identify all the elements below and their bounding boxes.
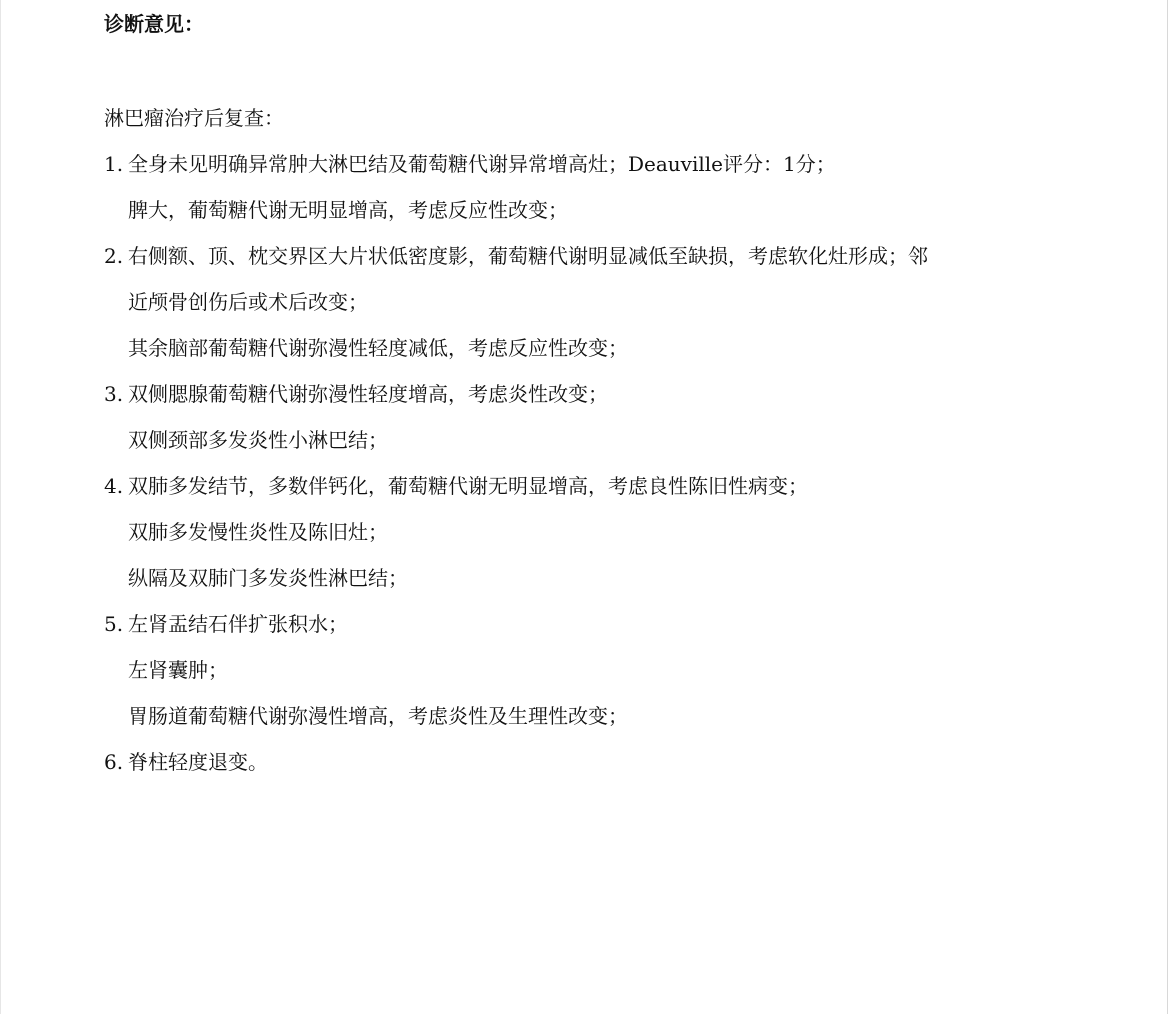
- page-right-border: [1167, 0, 1168, 1014]
- diagnosis-line-1: [104, 150, 836, 178]
- item-text: 纵隔及双肺门多发炎性淋巴结；: [128, 566, 408, 590]
- diagnosis-line-4: [128, 288, 368, 316]
- item-text: 近颅骨创伤后或术后改变；: [128, 290, 368, 314]
- diagnosis-line-5: [128, 334, 628, 362]
- page-left-border: [0, 0, 1, 1014]
- diagnosis-line-10: [128, 564, 408, 592]
- item-text: 双肺多发慢性炎性及陈旧灶；: [128, 520, 388, 544]
- item-text: 双侧颈部多发炎性小淋巴结；: [128, 428, 388, 452]
- item-text: 左肾囊肿；: [128, 658, 228, 682]
- section-heading: 诊断意见：: [104, 12, 204, 36]
- diagnosis-line-8: [104, 472, 808, 500]
- diagnosis-line-11: [104, 610, 348, 638]
- diagnosis-line-2: [128, 196, 568, 224]
- item-text: 脊柱轻度退变。: [128, 750, 268, 774]
- item-number: 5.: [104, 612, 124, 636]
- item-text: 右侧额、顶、枕交界区大片状低密度影，葡萄糖代谢明显减低至缺损，考虑软化灶形成；邻: [128, 244, 928, 268]
- item-text: 双肺多发结节，多数伴钙化，葡萄糖代谢无明显增高，考虑良性陈旧性病变；: [128, 474, 808, 498]
- item-text: 脾大，葡萄糖代谢无明显增高，考虑反应性改变；: [128, 198, 568, 222]
- item-number: 1.: [104, 152, 124, 176]
- item-number: 6.: [104, 750, 124, 774]
- item-text: 其余脑部葡萄糖代谢弥漫性轻度减低，考虑反应性改变；: [128, 336, 628, 360]
- diagnosis-line-13: [128, 702, 628, 730]
- diagnosis-line-9: [128, 518, 388, 546]
- item-text: 胃肠道葡萄糖代谢弥漫性增高，考虑炎性及生理性改变；: [128, 704, 628, 728]
- diagnosis-line-6: [104, 380, 608, 408]
- diagnosis-line-12: [128, 656, 228, 684]
- item-number: 2.: [104, 244, 124, 268]
- item-number: 3.: [104, 382, 124, 406]
- item-number: 4.: [104, 474, 124, 498]
- diagnosis-line-7: [128, 426, 388, 454]
- item-text: 左肾盂结石伴扩张积水；: [128, 612, 348, 636]
- diagnosis-line-3: [104, 242, 928, 270]
- diagnosis-line-14: [104, 748, 268, 776]
- item-text: 双侧腮腺葡萄糖代谢弥漫性轻度增高，考虑炎性改变；: [128, 382, 608, 406]
- intro-line: 淋巴瘤治疗后复查：: [104, 106, 284, 130]
- item-text: 全身未见明确异常肿大淋巴结及葡萄糖代谢异常增高灶；Deauville评分：1分；: [128, 152, 836, 176]
